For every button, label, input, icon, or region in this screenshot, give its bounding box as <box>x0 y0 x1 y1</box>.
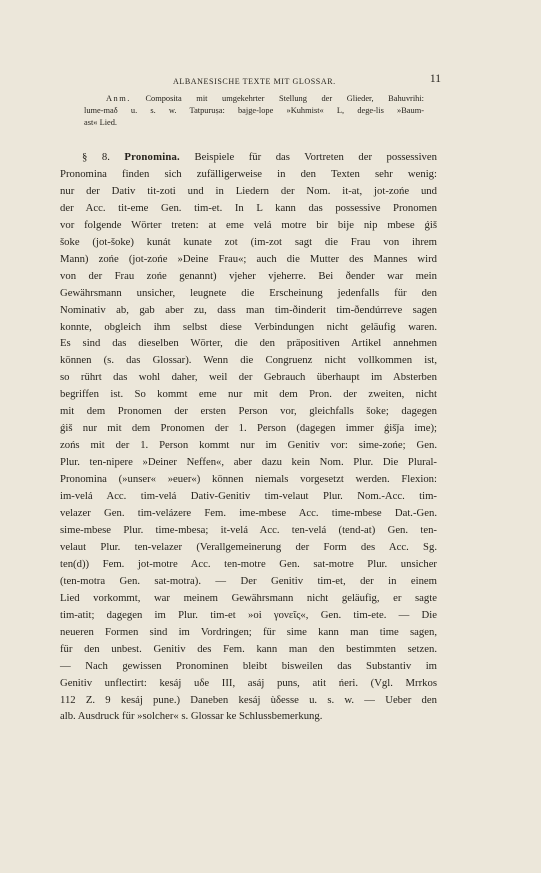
section-line: konnte, obgleich ihm selbst diese Verbindungen nicht geläufig waren. <box>60 320 437 333</box>
page-header <box>60 73 441 93</box>
section-line: šoke (jot-šoke) kunát kunate zot (im-zot sagt die Frau von ihrem <box>60 235 437 248</box>
section-line: velaut Plur. ten-velazer (Verallgemeinerung der Form des Acc. Sg. <box>60 540 437 553</box>
section-line: so rührt das wohl daher, weil der Gebrauch überhaupt im Absterben <box>60 371 437 384</box>
section-line: Pronomina finden sich zufälligerweise in den Texten sehr wenig: <box>60 167 437 180</box>
section-number: § 8. <box>82 151 110 163</box>
section-line: sime-mbese Plur. time-mbesa; it-velá Acc. ten-velá (tend-at) Gen. ten- <box>60 523 437 536</box>
section-line: zońs mit der 1. Person kommt nur im Genitiv vor: sime-zońe; Gen. <box>60 439 437 452</box>
section-line: nur der Dativ tit-zoti und in Liedern der Nom. it-at, jot-zońe und <box>60 184 437 197</box>
section-line: können (s. das Glossar). Wenn die Congruenz nicht vollkommen ist, <box>60 354 437 367</box>
section-heading: Pronomina. <box>124 151 180 163</box>
section-line: der Acc. tit-eme Gen. tim-et. In L kann das possessive Pronomen <box>60 201 437 214</box>
section-line: Gewährsmann unsicher, leugnete die Erscheinung jedenfalls für den <box>60 286 437 299</box>
note-line-text: Composita mit umgekehrter Stellung der Glieder, Bahuvrihi: <box>145 94 425 103</box>
page-number: 11 <box>429 73 441 85</box>
section-line: begriffen ist. So kommt eme nur mit dem Pron. der zweiten, nicht <box>60 388 437 401</box>
section-line: von der Frau zońe genannt) vjeher vjeherre. Bei ðender war mein <box>60 269 437 282</box>
note-line <box>84 93 424 105</box>
section-line: Mann) zońe (jot-zońe »Deine Frau«; auch die Mutter des Mannes wird <box>60 252 437 265</box>
section-line: Es sind das dieselben Wörter, die den präpositiven Artikel annehmen <box>60 337 437 350</box>
section-line: — Nach gewissen Pronominen bleibt bisweilen das Substantiv im <box>60 659 437 672</box>
section-line: Genitiv unflectirt: kesáj uδe III, asáj puns, atit ńeri. (Vgl. Mrrkos <box>60 676 437 689</box>
section-line: Nominativ ab, gab aber zu, dass man tim-ðinderit tim-ðendúrreve sagen <box>60 303 437 316</box>
section-line: mit dem Pronomen der ersten Person vor, gleichfalls šoke; dagegen <box>60 405 437 418</box>
note-line: lume-maδ u. s. w. Tatpuruṣa: bajge-lope »Kuhmist« L, dege-lis »Baum- <box>84 106 424 115</box>
section-line: vor folgende Wörter treten: at eme velá motre bir bije nip mbese ǵiš <box>60 218 437 231</box>
running-title: ALBANESISCHE TEXTE MIT GLOSSAR. <box>173 77 336 86</box>
section-line: im-velá Acc. tim-velá Dativ-Genitiv tim-velaut Plur. Nom.-Acc. tim- <box>60 490 437 503</box>
annotation-note <box>84 93 424 129</box>
section-line: 112 Z. 9 kesáj pune.) Daneben kesáj ùδesse u. s. w. — Ueber den <box>60 693 437 706</box>
section-line: (ten-motra Gen. sat-motra). — Der Genitiv tim-et, der in einem <box>60 574 437 587</box>
section-8 <box>60 149 437 725</box>
section-line: neueren Formen sind im Vordringen; für sime kann man time sagen, <box>60 625 437 638</box>
section-line <box>60 149 437 166</box>
section-line: alb. Ausdruck für »solcher« s. Glossar ke Schlussbemerkung. <box>60 710 323 723</box>
note-line: ast« Lied. <box>84 118 118 127</box>
section-line: Lied vorkommt, war meinem Gewährsmann nicht geläufig, er sagte <box>60 591 437 604</box>
section-line: tim-atit; dagegen im Plur. tim-et »oi γονεῖς«, Gen. tim-ete. — Die <box>60 608 437 621</box>
section-line: ten(d)) Fem. jot-motre Acc. ten-motre Gen. sat-motre Plur. unsicher <box>60 557 437 570</box>
book-page <box>0 73 541 873</box>
section-line: ǵiš nur mit dem Pronomen der 1. Person (dagegen immer ǵišǰa ime); <box>60 422 437 435</box>
section-line: Plur. ten-nipere »Deiner Neffen«, aber dazu kein Nom. Plur. Die Plural- <box>60 456 437 469</box>
section-line: für den unbest. Genitiv des Fem. kann man den bestimmten setzen. <box>60 642 437 655</box>
section-line: velazer Gen. tim-velázere Fem. ime-mbese Acc. time-mbese Dat.-Gen. <box>60 507 437 520</box>
note-label: Anm. <box>106 94 131 103</box>
section-line: Pronomina (»unser« »euer«) können niemals vorgesetzt werden. Flexion: <box>60 473 437 486</box>
section-line-text: Beispiele für das Vortreten der possessiven <box>194 151 437 163</box>
